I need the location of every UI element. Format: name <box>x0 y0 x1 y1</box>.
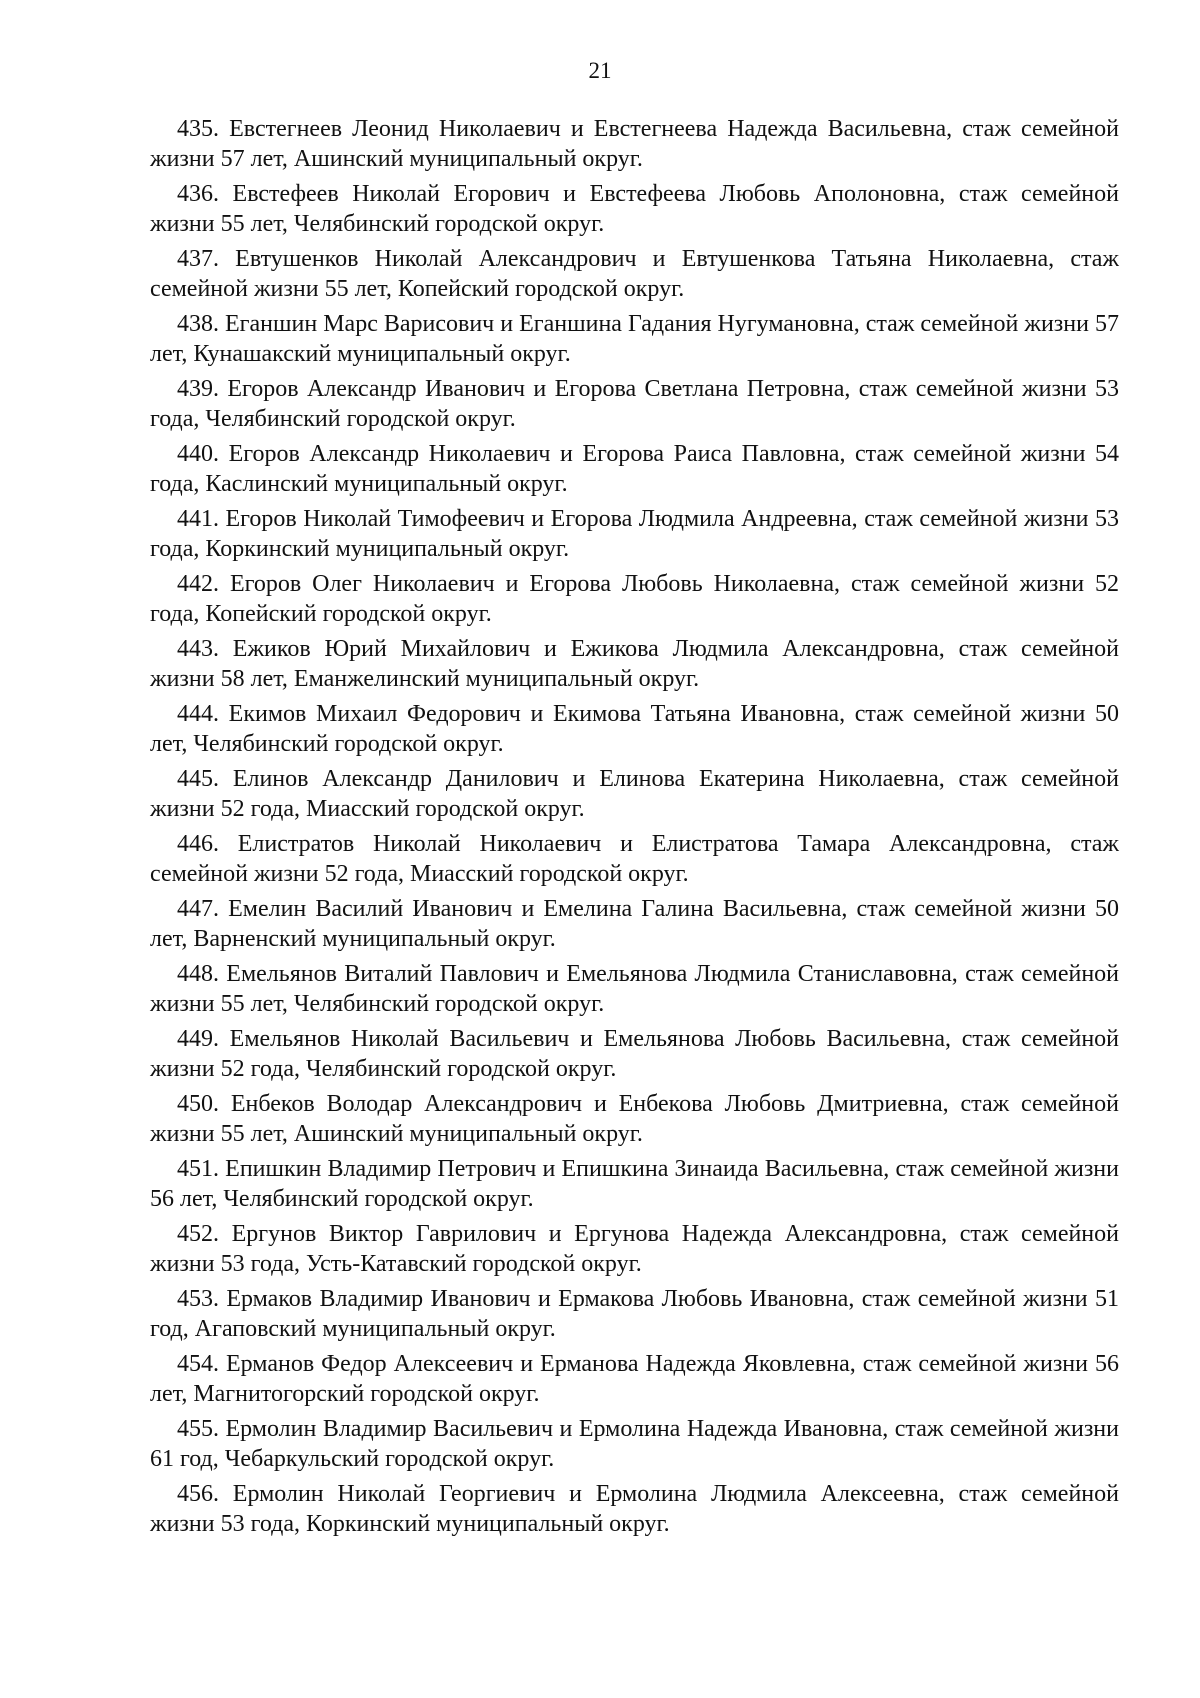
list-item: 441. Егоров Николай Тимофеевич и Егорова Людмила Андреевна, стаж семейной жизни 53 года, Коркинский муниципальный округ. <box>150 506 1119 562</box>
list-item: 450. Енбеков Володар Александрович и Енбекова Любовь Дмитриевна, стаж семейной жизни 55 лет, Ашинский муниципальный округ. <box>150 1091 1119 1147</box>
list-item: 443. Ежиков Юрий Михайлович и Ежикова Людмила Александровна, стаж семейной жизни 58 лет, Еманжелинский муниципальный округ. <box>150 636 1119 692</box>
list-item: 445. Елинов Александр Данилович и Елинова Екатерина Николаевна, стаж семейной жизни 52 года, Миасский городской округ. <box>150 766 1119 822</box>
list-item: 444. Екимов Михаил Федорович и Екимова Татьяна Ивановна, стаж семейной жизни 50 лет, Челябинский городской округ. <box>150 701 1119 757</box>
list-item: 447. Емелин Василий Иванович и Емелина Галина Васильевна, стаж семейной жизни 50 лет, Варненский муниципальный округ. <box>150 896 1119 952</box>
list-item: 451. Епишкин Владимир Петрович и Епишкина Зинаида Васильевна, стаж семейной жизни 56 лет, Челябинский городской округ. <box>150 1156 1119 1212</box>
page-number: 21 <box>588 58 612 83</box>
list-item: 446. Елистратов Николай Николаевич и Елистратова Тамара Александровна, стаж семейной жизни 52 года, Миасский городской округ. <box>150 831 1119 887</box>
list-item: 442. Егоров Олег Николаевич и Егорова Любовь Николаевна, стаж семейной жизни 52 года, Копейский городской округ. <box>150 571 1119 627</box>
list-item: 437. Евтушенков Николай Александрович и Евтушенкова Татьяна Николаевна, стаж семейной жизни 55 лет, Копейский городской округ. <box>150 246 1119 302</box>
list-item: 449. Емельянов Николай Васильевич и Емельянова Любовь Васильевна, стаж семейной жизни 52 года, Челябинский городской округ. <box>150 1026 1119 1082</box>
list-item: 452. Ергунов Виктор Гаврилович и Ергунова Надежда Александровна, стаж семейной жизни 53 года, Усть-Катавский городской округ. <box>150 1221 1119 1277</box>
list-item: 435. Евстегнеев Леонид Николаевич и Евстегнеева Надежда Васильевна, стаж семейной жизни 57 лет, Ашинский муниципальный округ. <box>150 116 1119 172</box>
list-item: 455. Ермолин Владимир Васильевич и Ермолина Надежда Ивановна, стаж семейной жизни 61 год, Чебаркульский городской округ. <box>150 1416 1119 1472</box>
list-item: 454. Ерманов Федор Алексеевич и Ерманова Надежда Яковлевна, стаж семейной жизни 56 лет, Магнитогорский городской округ. <box>150 1351 1119 1407</box>
list-item: 448. Емельянов Виталий Павлович и Емельянова Людмила Станиславовна, стаж семейной жизни 55 лет, Челябинский городской округ. <box>150 961 1119 1017</box>
list-item: 436. Евстефеев Николай Егорович и Евстефеева Любовь Аполоновна, стаж семейной жизни 55 лет, Челябинский городской округ. <box>150 181 1119 237</box>
list-item: 440. Егоров Александр Николаевич и Егорова Раиса Павловна, стаж семейной жизни 54 года, Каслинский муниципальный округ. <box>150 441 1119 497</box>
entry-list <box>150 114 1119 1544</box>
list-item: 438. Еганшин Марс Варисович и Еганшина Гадания Нугумановна, стаж семейной жизни 57 лет, Кунашакский муниципальный округ. <box>150 311 1119 367</box>
list-item: 453. Ермаков Владимир Иванович и Ермакова Любовь Ивановна, стаж семейной жизни 51 год, Агаповский муниципальный округ. <box>150 1286 1119 1342</box>
list-item: 456. Ермолин Николай Георгиевич и Ермолина Людмила Алексеевна, стаж семейной жизни 53 года, Коркинский муниципальный округ. <box>150 1481 1119 1537</box>
list-item: 439. Егоров Александр Иванович и Егорова Светлана Петровна, стаж семейной жизни 53 года, Челябинский городской округ. <box>150 376 1119 432</box>
